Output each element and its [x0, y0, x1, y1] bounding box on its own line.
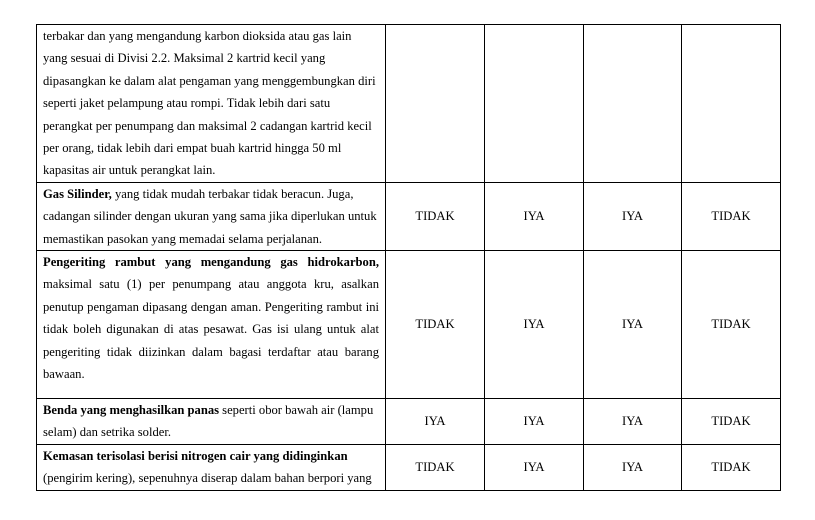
permission-cell — [386, 25, 485, 183]
item-name: Kemasan terisolasi berisi nitrogen cair yang didinginkan — [43, 448, 348, 463]
permission-cell: IYA — [485, 399, 584, 445]
permission-cell — [682, 25, 781, 183]
permission-cell: IYA — [584, 399, 682, 445]
table-row — [37, 251, 781, 399]
permission-cell: TIDAK — [386, 182, 485, 250]
item-name: Benda yang menghasilkan panas — [43, 403, 220, 418]
table-row — [37, 399, 781, 445]
item-description-cell — [37, 251, 386, 399]
permission-cell: TIDAK — [682, 444, 781, 490]
permission-cell: IYA — [386, 399, 485, 445]
permission-cell: IYA — [584, 251, 682, 399]
permission-cell — [485, 25, 584, 183]
permission-cell: IYA — [485, 251, 584, 399]
permission-cell: TIDAK — [682, 399, 781, 445]
item-name: Gas Silinder, — [43, 186, 112, 201]
table-row — [37, 182, 781, 250]
table-row — [37, 444, 781, 490]
item-description: terbakar dan yang mengandung karbon dioksida atau gas lain yang sesuai di Divisi 2.2. Maksimal 2 kartrid kecil yang dipasangkan ke dalam alat pengaman yang menggembungkan diri seperti jaket pelampung atau rompi. Tidak lebih dari satu perangkat per penumpang dan maksimal 2 cadangan kartrid kecil per orang, tidak lebih dari empat buah kartrid hingga 50 ml kapasitas air untuk perangkat lain. — [43, 29, 376, 178]
table-row — [37, 25, 781, 183]
item-description-cell — [37, 399, 386, 445]
permission-cell: IYA — [584, 444, 682, 490]
item-description: (pengirim kering), sepenuhnya diserap dalam bahan berpori yang — [43, 471, 372, 486]
item-description: yang tidak mudah terbakar tidak beracun. Juga, cadangan silinder dengan ukuran yang sama jika diperlukan untuk memastikan pasokan yang memadai selama perjalanan. — [43, 186, 377, 246]
permission-cell: TIDAK — [682, 251, 781, 399]
item-description-cell — [37, 182, 386, 250]
permission-cell: TIDAK — [386, 251, 485, 399]
item-description: maksimal satu (1) per penumpang atau anggota kru, asalkan penutup pengaman dipasang dengan aman. Pengeriting rambut ini tidak boleh digunakan di atas pesawat. Gas isi ulang untuk alat pengeriting tidak diizinkan dalam bagasi terdaftar atau barang bawaan. — [43, 277, 379, 382]
item-description: seperti obor bawah air (lampu selam) dan setrika solder. — [43, 403, 374, 440]
permission-cell: IYA — [584, 182, 682, 250]
permission-cell: IYA — [485, 444, 584, 490]
item-description-cell — [37, 444, 386, 490]
item-description-cell — [37, 25, 386, 183]
item-name: Pengeriting rambut yang mengandung gas hidrokarbon, — [43, 255, 379, 270]
permission-cell — [584, 25, 682, 183]
regulations-table — [36, 24, 781, 491]
permission-cell: TIDAK — [386, 444, 485, 490]
permission-cell: TIDAK — [682, 182, 781, 250]
permission-cell: IYA — [485, 182, 584, 250]
